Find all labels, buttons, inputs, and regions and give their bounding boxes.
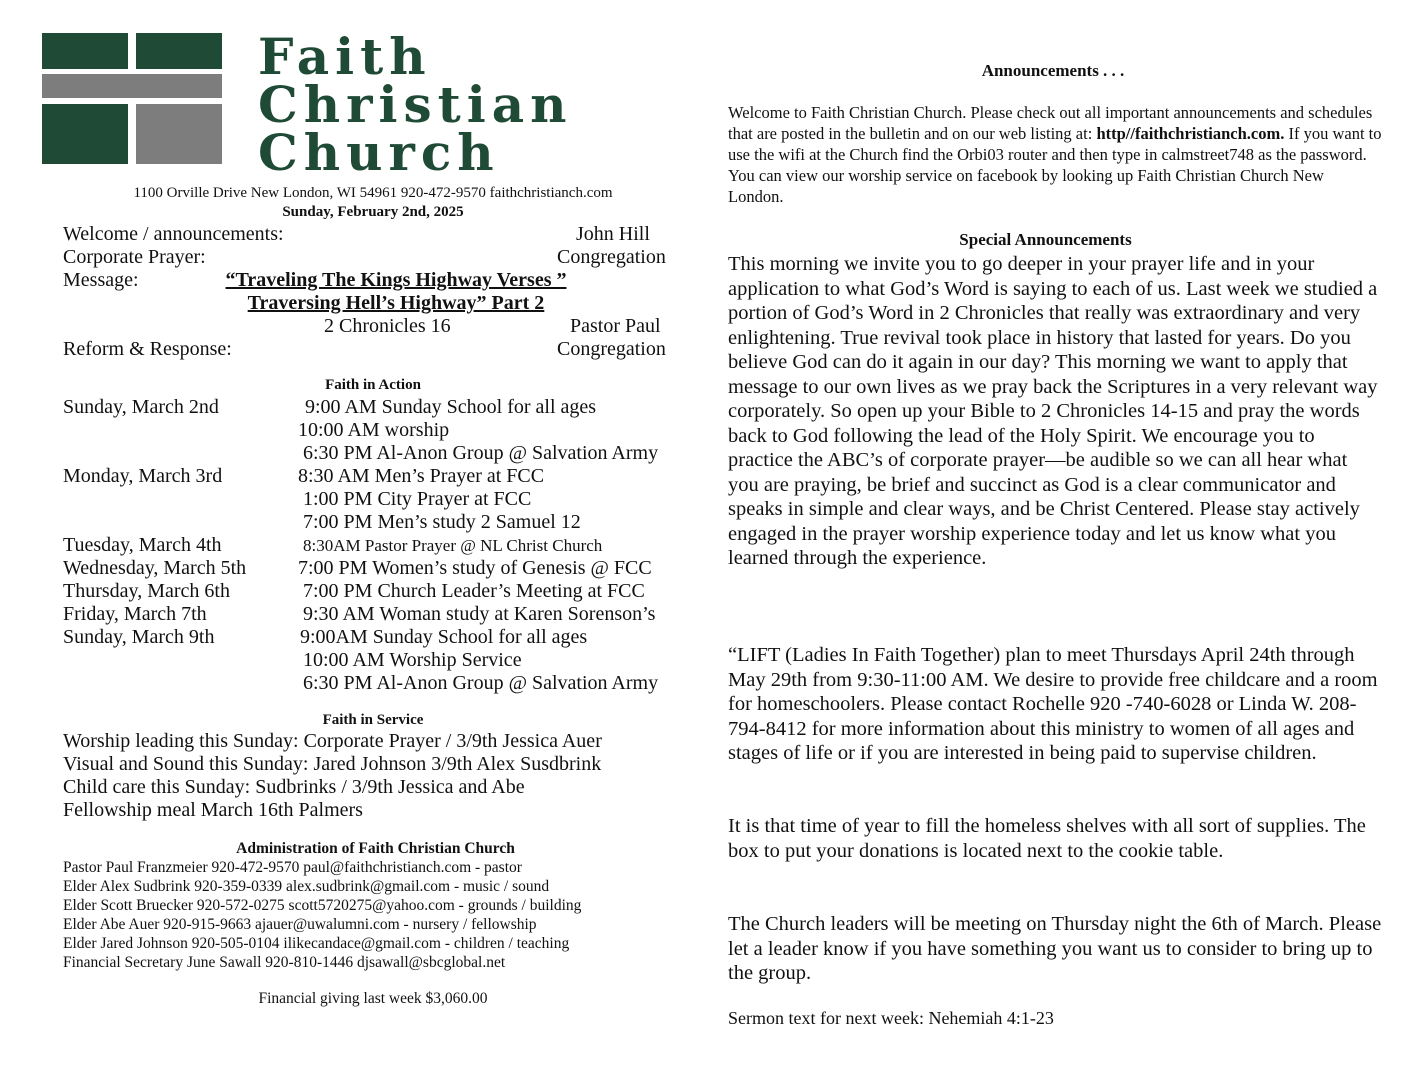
- schedule-row: [63, 442, 688, 465]
- message-scripture: 2 Chronicles 16: [324, 315, 451, 337]
- service-assignment: [63, 776, 688, 799]
- admin-contact: Elder Abe Auer 920-915-9663 ajauer@uwalumni.com - nursery / fellowship: [63, 916, 537, 933]
- administration-title: Administration of Faith Christian Church: [236, 840, 515, 857]
- schedule-row: [63, 557, 688, 580]
- service-item: Reform & Response:: [63, 338, 232, 360]
- welcome-text: Welcome to Faith Christian Church. Please check out all important announcements and schedules that are posted in the bulletin and on our web listing at:: [728, 103, 1373, 143]
- service-row-reform: [63, 338, 688, 361]
- church-address: 1100 Orville Drive New London, WI 54961 920-472-9570 faithchristianch.com: [133, 185, 613, 201]
- admin-contact: Pastor Paul Franzmeier 920-472-9570 paul@faithchristianch.com - pastor: [63, 859, 522, 876]
- special-announcements-title: Special Announcements: [959, 230, 1132, 249]
- schedule-row: [63, 465, 688, 488]
- logo-tile-dark-top-right: [136, 33, 222, 69]
- service-assignment-text: Child care this Sunday: Sudbrinks / 3/9th Jessica and Abe: [63, 776, 525, 798]
- service-assignment: [63, 753, 688, 776]
- schedule-event: 7:00 PM Men’s study 2 Samuel 12: [303, 511, 581, 533]
- service-item: Message:: [63, 269, 139, 291]
- schedule-event: 8:30AM Pastor Prayer @ NL Christ Church: [303, 536, 603, 555]
- logo-word-church: Church: [258, 123, 500, 182]
- service-assignment: [63, 799, 688, 822]
- schedule-event: 9:00AM Sunday School for all ages: [300, 626, 588, 648]
- schedule-row: [63, 649, 688, 672]
- schedule-event: 7:00 PM Church Leader’s Meeting at FCC: [303, 580, 645, 602]
- faith-in-action-title: Faith in Action: [325, 377, 421, 393]
- service-item: Welcome / announcements:: [63, 223, 284, 245]
- announcements-title: Announcements . . .: [981, 61, 1125, 80]
- logo-tile-dark-bottom-left: [42, 104, 128, 164]
- schedule-event: 1:00 PM City Prayer at FCC: [303, 488, 532, 510]
- service-leader: John Hill: [576, 223, 650, 245]
- special-paragraph-lift: “LIFT (Ladies In Faith Together) plan to meet Thursdays April 24th through May 29th from 9:30-11:00 AM. We desire to provide free childcare and a room for homeschoolers. Please contact Rochelle 920 -740-6028 or Linda W. 208-794-8412 for more information about this ministry to women of all ages and stages of life or if you are interested in being paid to supervise children.: [728, 644, 1378, 764]
- schedule-event: 10:00 AM Worship Service: [303, 649, 522, 671]
- service-row-scripture: [63, 315, 688, 338]
- service-item: Corporate Prayer:: [63, 246, 206, 268]
- faith-in-action-schedule: [63, 396, 688, 695]
- sermon-next-week: Sermon text for next week: Nehemiah 4:1-23: [728, 1008, 1054, 1028]
- special-paragraph-leaders: The Church leaders will be meeting on Thursday night the 6th of March. Please let a leader know if you have something you want us to consider to bring up to the group.: [728, 913, 1382, 984]
- service-assignment: [63, 730, 688, 753]
- faith-in-service-title: Faith in Service: [322, 712, 424, 728]
- schedule-day: Thursday, March 6th: [63, 580, 230, 602]
- schedule-day: Wednesday, March 5th: [63, 557, 247, 579]
- schedule-day: Sunday, March 2nd: [63, 396, 219, 418]
- logo-tile-dark-top-left: [42, 33, 128, 69]
- schedule-day: Tuesday, March 4th: [63, 534, 222, 556]
- website-link[interactable]: http//faithchristianch.com.: [1096, 124, 1285, 143]
- service-assignment-text: Visual and Sound this Sunday: Jared Johnson 3/9th Alex Susdbrink: [63, 753, 602, 775]
- schedule-event: 9:30 AM Woman study at Karen Sorenson’s: [303, 603, 656, 625]
- welcome-text-cont: If you want to use the wifi at the Church find the Orbi03 router and then type in calmstreet748 as the password. You can view our worship service on facebook by looking up Faith Christian Church New London.: [728, 124, 1382, 206]
- schedule-row: [63, 672, 688, 695]
- service-leader: Congregation: [557, 338, 666, 360]
- logo-tile-gray-middle: [42, 74, 222, 98]
- service-leader: Congregation: [557, 246, 666, 268]
- schedule-row: [63, 419, 688, 442]
- service-assignment-text: Worship leading this Sunday: Corporate Prayer / 3/9th Jessica Auer: [63, 730, 602, 752]
- schedule-row: [63, 534, 688, 557]
- schedule-event: 6:30 PM Al-Anon Group @ Salvation Army: [303, 672, 659, 694]
- special-paragraph-prayer: This morning we invite you to go deeper in your prayer life and in your application to what God’s Word is saying to each of us. Last week we studied a portion of God’s Word in 2 Chronicles that really was extraordinary and very enlightening. True revival took place in history that lasted for years. Do you believe God can do it again in our day? This morning we want to apply that message to our own lives as we pray back the Scriptures in a very relevant way corporately. So open up your Bible to 2 Chronicles 14-15 and pray the words back to God following the lead of the Holy Spirit. We encourage you to practice the ABC’s of corporate prayer—be audible so we can all hear what you are praying, be brief and succinct as God is a clear communicator and speaks in simple and clear ways, and be Christ Centered. Please stay actively engaged in the prayer worship experience today and let us know what you learned through the experience.: [728, 253, 1378, 569]
- service-row-welcome: [63, 223, 688, 246]
- schedule-day: Monday, March 3rd: [63, 465, 223, 487]
- schedule-event: 7:00 PM Women’s study of Genesis @ FCC: [298, 557, 652, 579]
- schedule-row: [63, 396, 688, 419]
- admin-contact: Elder Scott Bruecker 920-572-0275 scott5720275@yahoo.com - grounds / building: [63, 897, 582, 914]
- schedule-row: [63, 580, 688, 603]
- logo-word-faith: Faith: [258, 27, 432, 86]
- service-assignment-text: Fellowship meal March 16th Palmers: [63, 799, 363, 821]
- faith-in-service-list: [63, 730, 688, 822]
- bulletin-date: Sunday, February 2nd, 2025: [282, 204, 464, 220]
- message-title-line1: “Traveling The Kings Highway Verses ”: [225, 269, 567, 291]
- service-row-prayer: [63, 246, 688, 269]
- service-row-message: [63, 269, 688, 315]
- message-title-line2: Traversing Hell’s Highway” Part 2: [247, 292, 545, 314]
- service-leader: Pastor Paul: [570, 315, 661, 337]
- administration-list: [63, 858, 688, 972]
- admin-contact: Elder Jared Johnson 920-505-0104 ilikecandace@gmail.com - children / teaching: [63, 935, 570, 952]
- logo-tile-gray-bottom-right: [136, 104, 222, 164]
- schedule-event: 6:30 PM Al-Anon Group @ Salvation Army: [303, 442, 659, 464]
- schedule-row: [63, 488, 688, 511]
- schedule-row: [63, 511, 688, 534]
- welcome-paragraph: [728, 102, 1383, 207]
- schedule-event: 9:00 AM Sunday School for all ages: [305, 396, 597, 418]
- special-paragraph-shelves: It is that time of year to fill the homeless shelves with all sort of supplies. The box to put your donations is located next to the cookie table.: [728, 815, 1366, 862]
- logo-word-christian: Christian: [258, 75, 573, 134]
- financial-giving: Financial giving last week $3,060.00: [258, 990, 488, 1007]
- schedule-row: [63, 626, 688, 649]
- schedule-event: 8:30 AM Men’s Prayer at FCC: [298, 465, 545, 487]
- schedule-row: [63, 603, 688, 626]
- admin-contact: Elder Alex Sudbrink 920-359-0339 alex.sudbrink@gmail.com - music / sound: [63, 878, 550, 895]
- admin-contact: Financial Secretary June Sawall 920-810-1446 djsawall@sbcglobal.net: [63, 954, 506, 971]
- order-of-service: [63, 223, 688, 361]
- schedule-day: Sunday, March 9th: [63, 626, 215, 648]
- schedule-event: 10:00 AM worship: [298, 419, 450, 441]
- schedule-day: Friday, March 7th: [63, 603, 207, 625]
